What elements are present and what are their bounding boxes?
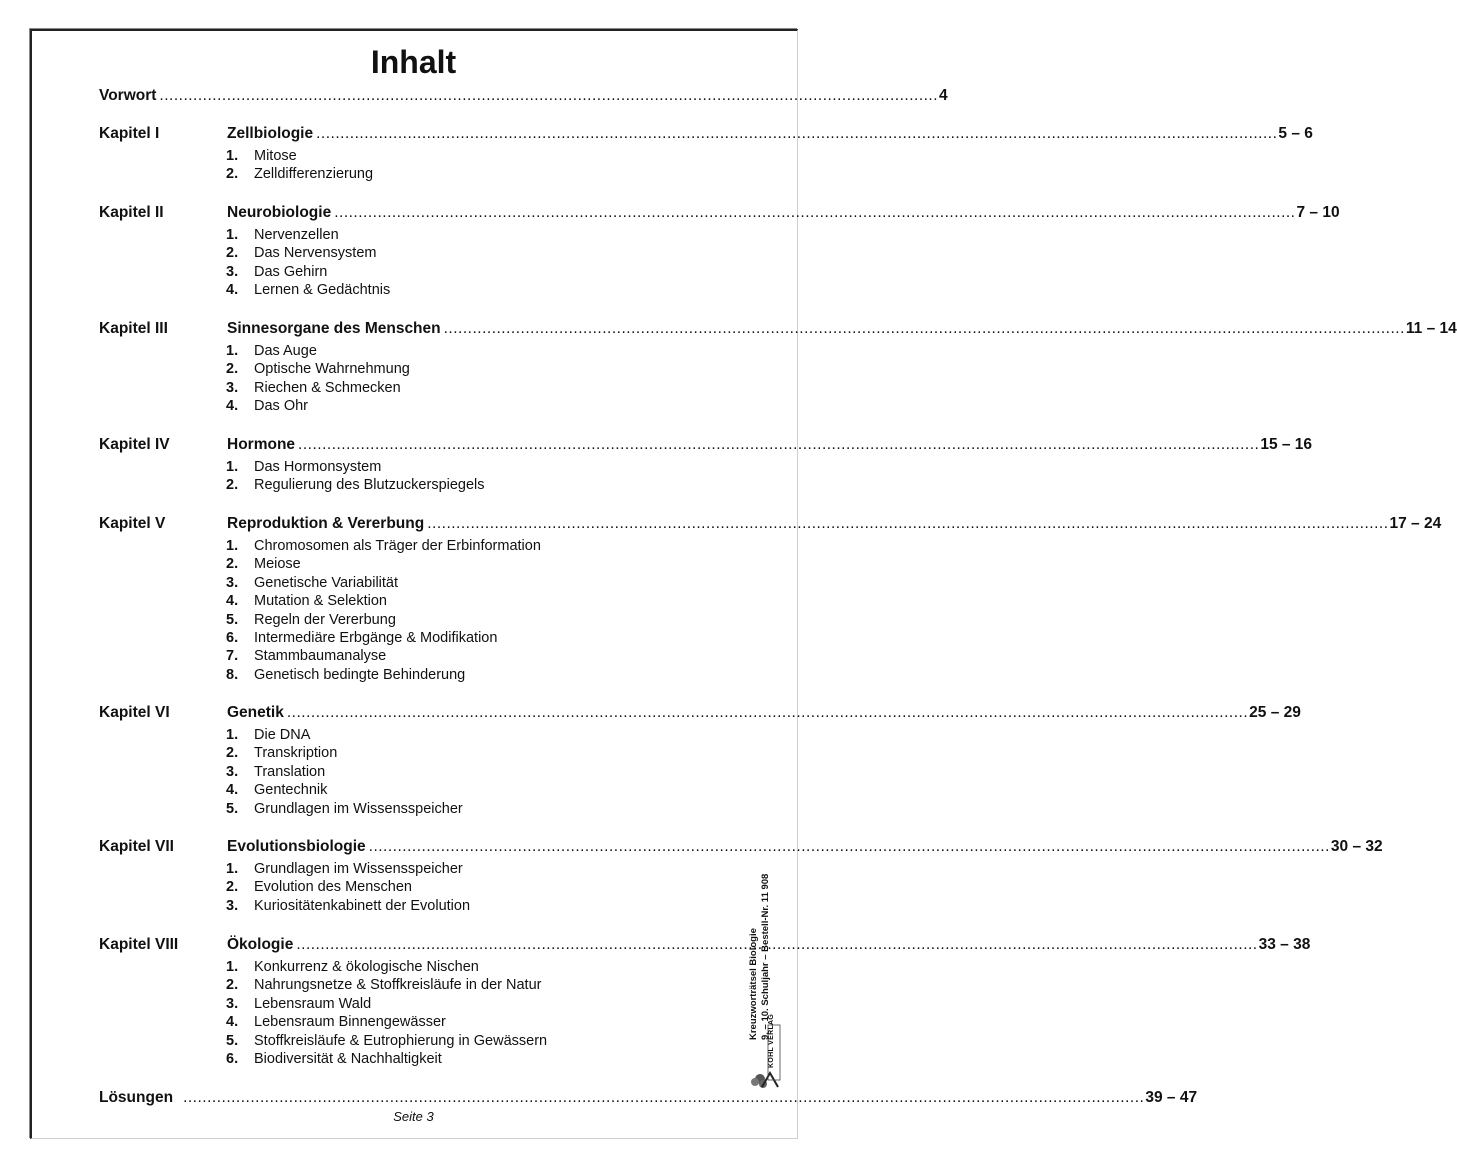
subtopic-number: 2. [226,166,239,183]
leader-dots: ........................................................................................................................................................................................................ [334,204,1296,221]
chapter-number: Kapitel V [99,515,166,532]
chapter-pages: 30 – 32 [1330,838,1383,855]
chapter-title: Reproduktion & Vererbung [227,515,425,532]
subtopic-number: 1. [226,538,239,554]
chapter-title: Ökologie [227,936,294,953]
subtopic-label: Konkurrenz & ökologische Nischen [254,959,479,975]
subtopic-label: Meiose [254,556,301,573]
toc-chapter-header[interactable] [99,702,1301,724]
subtopic-number: 2. [226,477,239,494]
toc-page-number: 4 [939,87,948,104]
subtopic-item[interactable] [226,342,410,360]
subtopic-label: Das Gehirn [254,263,328,280]
subtopic-label: Das Auge [254,343,317,359]
subtopic-label: Zelldifferenzierung [254,166,374,183]
subtopic-number: 4. [226,593,239,610]
subtopic-label: Optische Wahrnehmung [254,361,410,378]
imprint-order-info: 9. – 10. Schuljahr – Bestell-Nr. 11 908 [760,873,771,1040]
tree-icon [751,1073,778,1088]
leader-dots: ........................................................................................................................................................................................................ [316,125,1278,142]
subtopic-item[interactable] [226,781,463,799]
subtopic-label: Gentechnik [254,782,328,799]
subtopic-item[interactable] [226,147,373,165]
subtopic-number: 3. [226,995,239,1012]
publisher-name: KOHL VERLAG [768,1013,775,1068]
subtopic-label: Das Nervensystem [254,245,377,262]
chapter-title: Neurobiologie [227,204,332,221]
subtopic-item[interactable] [226,897,470,915]
chapter-subtopics [226,342,410,416]
subtopic-number: 2. [226,556,239,573]
subtopic-item[interactable] [226,360,410,378]
subtopic-number: 4. [226,282,239,299]
subtopic-label: Kuriositätenkabinett der Evolution [254,897,471,914]
subtopic-item[interactable] [226,1013,547,1031]
chapter-subtopics [226,726,463,818]
page-title: Inhalt [370,44,457,80]
subtopic-number: 2. [226,245,239,262]
chapter-title: Hormone [227,436,296,453]
subtopic-label: Das Hormonsystem [254,459,382,475]
subtopic-item[interactable] [226,744,463,762]
subtopic-number: 8. [226,666,239,683]
subtopic-number: 5. [226,611,239,628]
subtopic-label: Regulierung des Blutzuckerspiegels [254,477,485,494]
leader-dots: ........................................................................................................................................................................................................ [296,936,1258,953]
subtopic-number: 1. [226,148,239,164]
chapter-number: Kapitel II [99,204,164,221]
subtopic-number: 1. [226,861,239,877]
subtopic-number: 3. [226,897,239,914]
subtopic-number: 3. [226,574,239,591]
subtopic-item[interactable] [226,611,541,629]
chapter-pages: 25 – 29 [1249,704,1301,721]
toc-chapter-header[interactable] [99,202,1340,224]
chapter-pages: 7 – 10 [1296,204,1340,221]
subtopic-label: Genetische Variabilität [254,574,399,591]
subtopic-label: Lebensraum Wald [254,995,372,1012]
subtopic-item[interactable] [226,592,541,610]
chapter-pages: 5 – 6 [1278,125,1313,142]
subtopic-number: 1. [226,343,239,359]
subtopic-label: Lebensraum Binnengewässer [254,1014,446,1031]
subtopic-number: 5. [226,800,239,817]
toc-page-number: 39 – 47 [1145,1089,1198,1106]
leader-dots: .................................................................................................................................................................. [159,87,939,104]
leader-dots: ........................................................................................................................................................................................................ [298,436,1260,453]
subtopic-item[interactable] [226,458,485,476]
subtopic-number: 2. [226,361,239,378]
toc-chapter-header[interactable] [99,934,1311,956]
toc-entry-label: Lösungen [99,1089,174,1106]
subtopic-item[interactable] [226,878,470,896]
chapter-subtopics [226,147,373,184]
subtopic-number: 3. [226,379,239,396]
chapter-number: Kapitel VIII [99,936,179,953]
subtopic-item[interactable] [226,281,390,299]
subtopic-label: Stammbaumanalyse [254,648,387,665]
subtopic-item[interactable] [226,860,470,878]
subtopic-label: Evolution des Menschen [254,879,412,896]
chapter-subtopics [226,958,547,1068]
subtopic-item[interactable] [226,244,390,262]
chapter-title: Zellbiologie [227,125,314,142]
toc-entry-loesungen[interactable] [99,1087,1198,1109]
subtopic-label: Translation [254,763,326,780]
subtopic-item[interactable] [226,666,541,684]
subtopic-number: 2. [226,745,239,762]
subtopic-label: Transkription [254,745,338,762]
chapter-pages: 15 – 16 [1260,436,1313,453]
subtopic-label: Stoffkreisläufe & Eutrophierung in Gewässern [254,1032,548,1049]
subtopic-label: Nervenzellen [254,227,339,243]
toc-chapter-header[interactable] [99,123,1313,145]
leader-dots: ........................................................................................................................................................................................................ [286,704,1249,721]
subtopic-number: 5. [226,1032,239,1049]
chapter-pages: 11 – 14 [1405,320,1457,337]
subtopic-item[interactable] [226,763,463,781]
chapter-number: Kapitel IV [99,436,170,453]
subtopic-number: 3. [226,263,239,280]
subtopic-label: Riechen & Schmecken [254,379,401,396]
subtopic-item[interactable] [226,263,390,281]
subtopic-number: 3. [226,763,239,780]
leader-dots: ........................................................................................................................................................................................................ [427,515,1389,532]
subtopic-item[interactable] [226,800,463,818]
subtopic-item[interactable] [226,629,541,647]
subtopic-label: Regeln der Vererbung [254,611,396,628]
subtopic-item[interactable] [226,537,541,555]
chapter-title: Sinnesorgane des Menschen [227,320,441,337]
subtopic-number: 1. [226,459,239,475]
chapter-pages: 17 – 24 [1389,515,1442,532]
subtopic-item[interactable] [226,995,547,1013]
toc-chapter-header[interactable] [99,318,1457,340]
chapter-number: Kapitel VI [99,704,170,721]
subtopic-number: 1. [226,727,239,743]
subtopic-item[interactable] [226,958,547,976]
subtopic-label: Nahrungsnetze & Stoffkreisläufe in der Natur [254,977,542,994]
subtopic-label: Grundlagen im Wissensspeicher [254,861,463,877]
toc-chapter-header[interactable] [99,836,1383,858]
subtopic-item[interactable] [226,647,541,665]
leader-dots: ........................................................................................................................................................................................................ [443,320,1405,337]
toc-chapter-header[interactable] [99,513,1442,535]
leader-dots: ........................................................................................................................................................................................................ [183,1089,1145,1106]
chapter-pages: 33 – 38 [1258,936,1311,953]
toc-entry-vorwort[interactable] [99,85,948,107]
chapter-subtopics [226,226,390,300]
subtopic-number: 6. [226,629,239,646]
chapter-number: Kapitel I [99,125,160,142]
subtopic-item[interactable] [226,555,541,573]
page-number-footer: Seite 3 [393,1109,434,1124]
subtopic-number: 7. [226,648,239,665]
subtopic-item[interactable] [226,574,541,592]
chapter-title: Genetik [227,704,284,721]
subtopic-label: Mutation & Selektion [254,593,387,610]
toc-entry-label: Vorwort [99,87,157,104]
subtopic-item[interactable] [226,165,373,183]
subtopic-number: 4. [226,1014,239,1031]
subtopic-label: Lernen & Gedächtnis [254,282,391,299]
subtopic-label: Mitose [254,148,297,164]
chapter-number: Kapitel III [99,320,168,337]
subtopic-item[interactable] [226,976,547,994]
subtopic-item[interactable] [226,726,463,744]
chapter-subtopics [226,860,470,915]
subtopic-item[interactable] [226,476,485,494]
chapter-number: Kapitel VII [99,838,174,855]
subtopic-number: 2. [226,977,239,994]
subtopic-item[interactable] [226,397,410,415]
subtopic-label: Das Ohr [254,398,308,415]
subtopic-item[interactable] [226,1050,547,1068]
subtopic-label: Biodiversität & Nachhaltigkeit [254,1050,442,1067]
chapter-subtopics [226,537,541,684]
subtopic-item[interactable] [226,226,390,244]
subtopic-item[interactable] [226,1032,547,1050]
subtopic-label: Intermediäre Erbgänge & Modifikation [254,629,498,646]
subtopic-number: 6. [226,1050,239,1067]
chapter-title: Evolutionsbiologie [227,838,366,855]
subtopic-item[interactable] [226,379,410,397]
subtopic-label: Chromosomen als Träger der Erbinformation [254,538,541,554]
chapter-subtopics [226,458,485,495]
subtopic-label: Die DNA [254,727,311,743]
subtopic-number: 4. [226,782,239,799]
subtopic-number: 1. [226,959,239,975]
subtopic-number: 1. [226,227,239,243]
subtopic-number: 2. [226,879,239,896]
subtopic-label: Grundlagen im Wissensspeicher [254,800,463,817]
side-imprint [748,740,788,1040]
toc-chapter-header[interactable] [99,434,1313,456]
subtopic-number: 4. [226,398,239,415]
leader-dots: ........................................................................................................................................................................................................ [368,838,1330,855]
imprint-title: Kreuzworträtsel Biologie [748,928,759,1040]
subtopic-label: Genetisch bedingte Behinderung [254,666,466,683]
